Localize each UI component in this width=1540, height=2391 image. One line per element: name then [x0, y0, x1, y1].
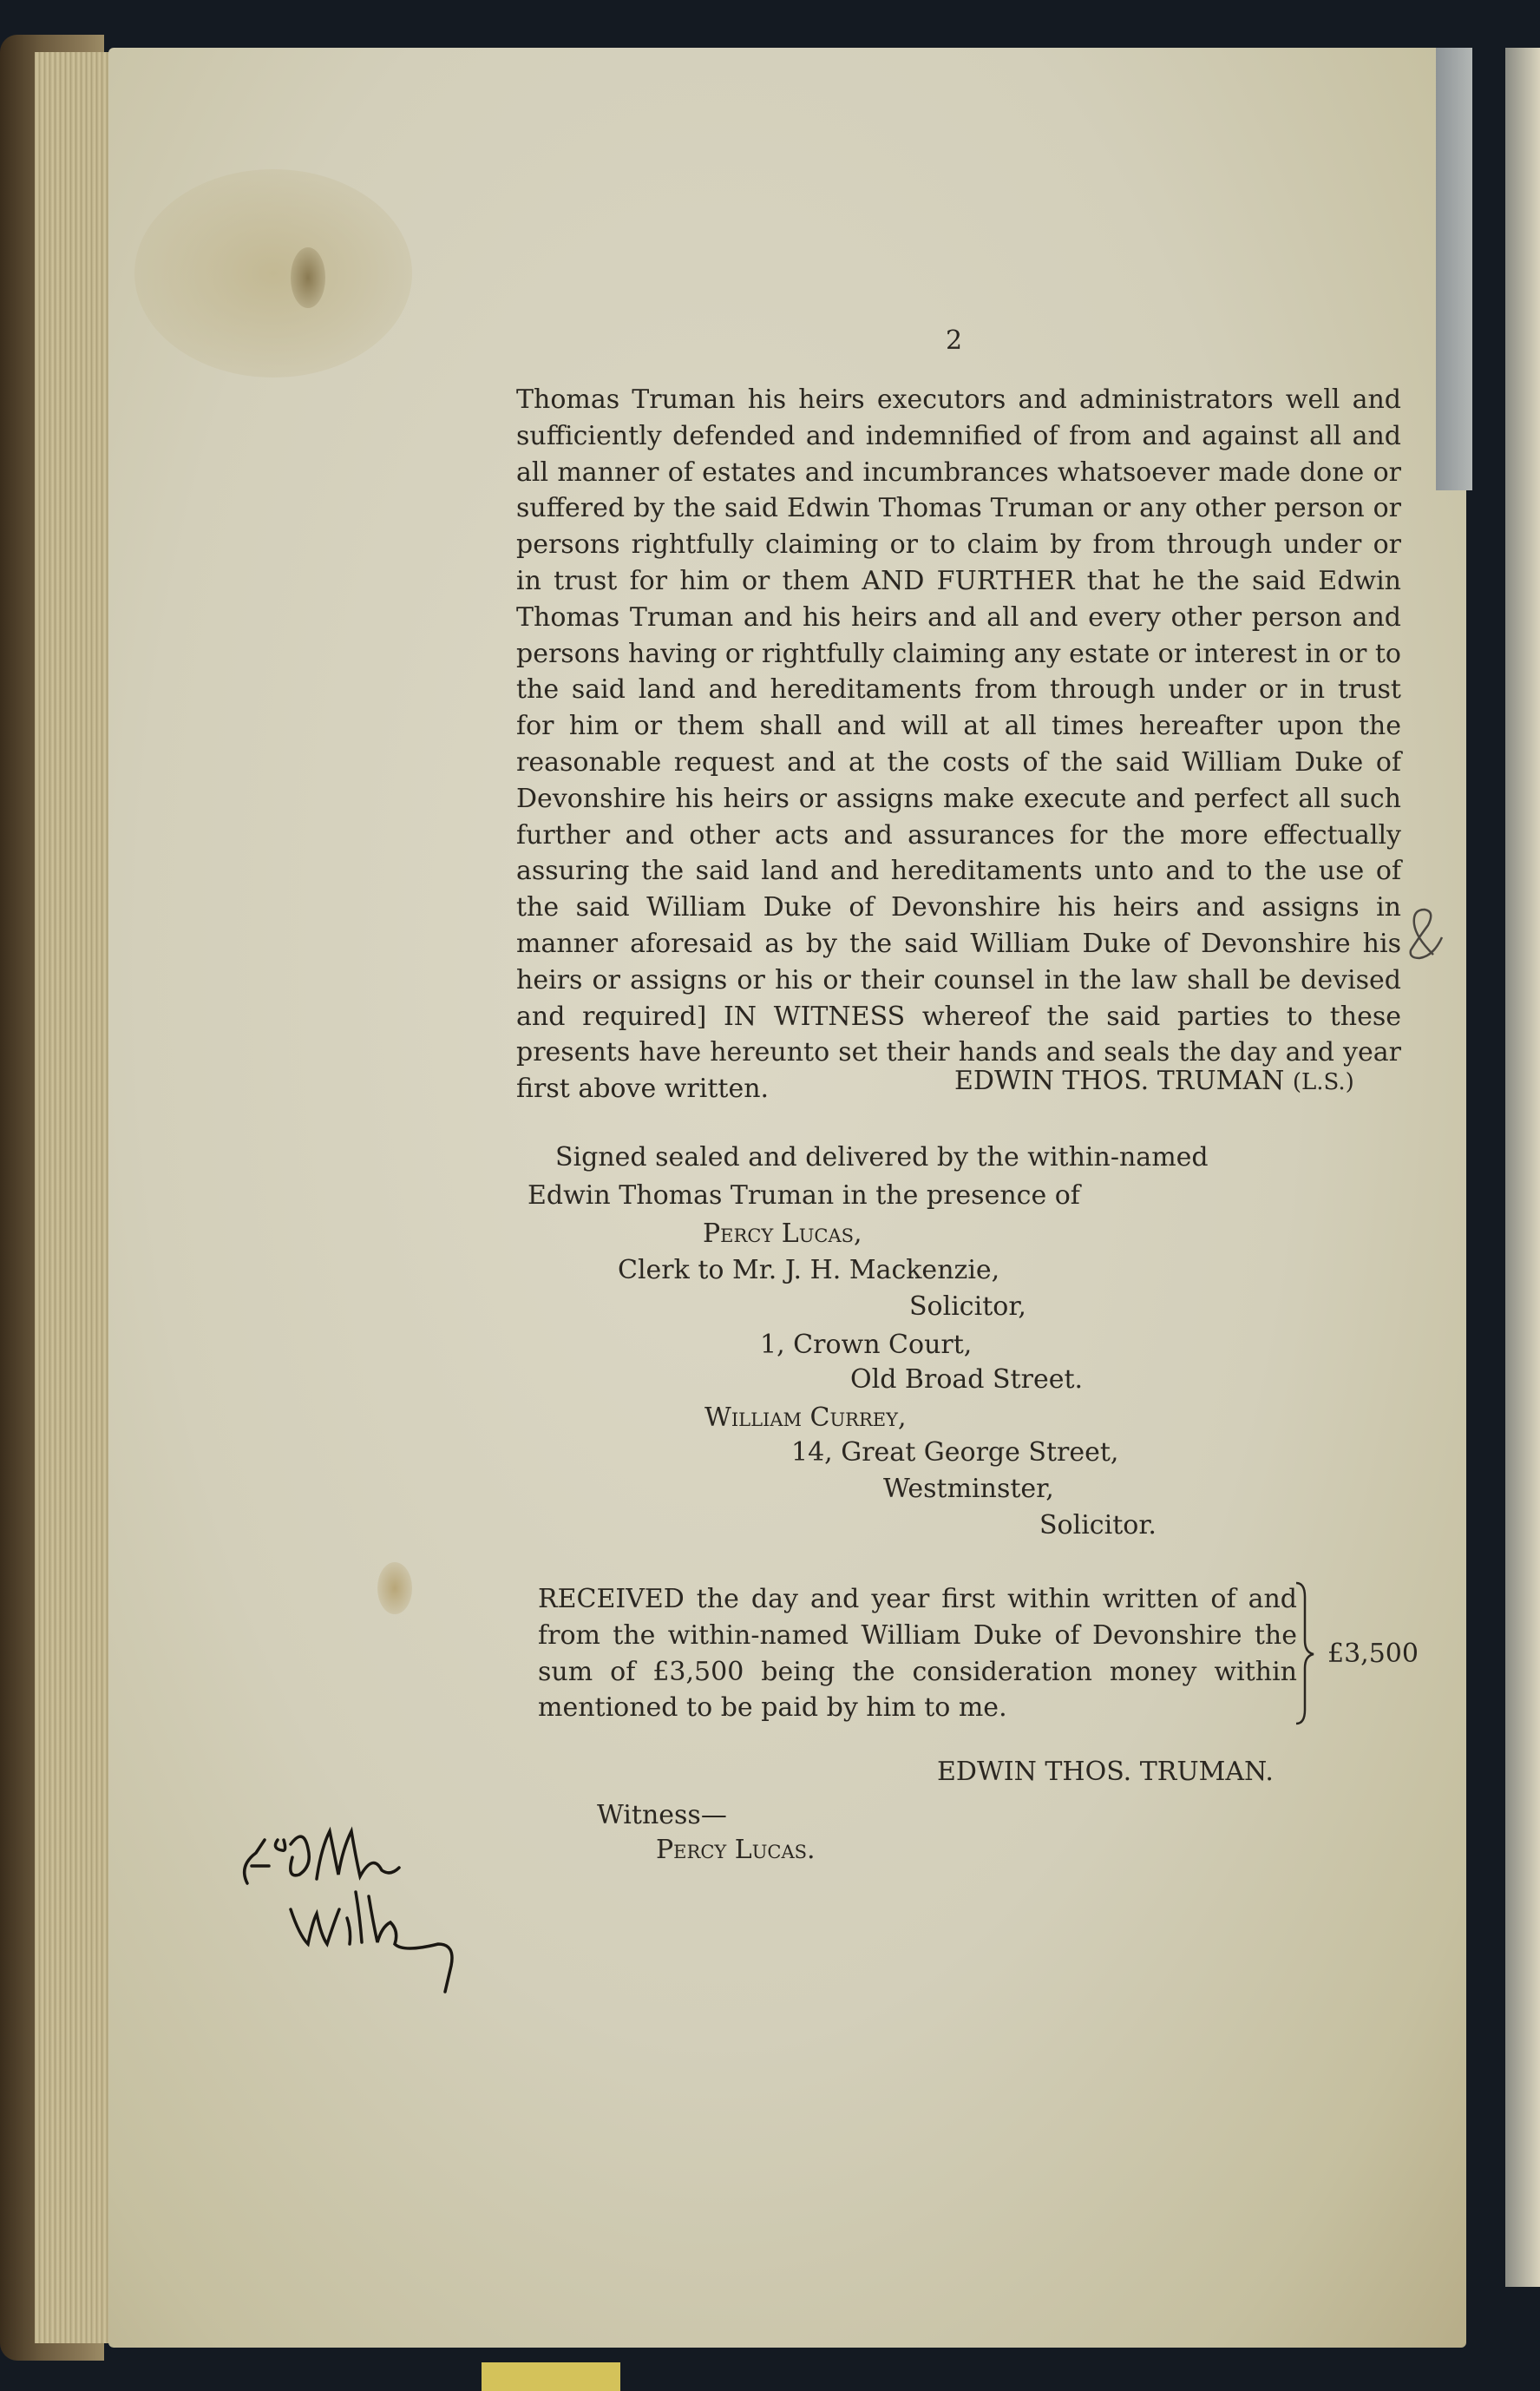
receipt-brace	[1293, 1580, 1327, 1727]
witness-2-address-2: Westminster,	[883, 1474, 1054, 1504]
seal-mark: (L.S.)	[1292, 1069, 1354, 1095]
witness-1-address-1: 1, Crown Court,	[760, 1330, 973, 1360]
witness-2-address-1: 14, Great George Street,	[791, 1437, 1119, 1468]
receipt-signature: EDWIN THOS. TRUMAN.	[937, 1757, 1274, 1787]
attestation-line-1: Signed sealed and delivered by the within-named	[555, 1142, 1209, 1173]
attestation-line-2: Edwin Thomas Truman in the presence of	[528, 1180, 1080, 1211]
receipt-witness-name: Percy Lucas.	[656, 1835, 816, 1865]
adjacent-page-edge	[1505, 48, 1540, 2287]
index-tab	[1436, 48, 1472, 490]
deed-body-text: Thomas Truman his heirs executors and administrators well and sufficiently defended and indemnified of from and against all and all manner of estates and incumbrances whatsoever made done or suffered by the said Edwin Thomas Truman or any other person or persons rightfully claiming or to claim by from through under or in trust for him or them AND FURTHER that he the said Edwin Thomas Truman and his heirs and all and every other person and persons having or rightfully claiming any estate or interest in or to the said land and hereditaments from through under or in trust for him or them shall and will at all times hereafter upon the reasonable request and at the costs of the said William Duke of Devonshire his heirs or assigns make execute and perfect all such further and other acts and assurances for the more effectually assuring the said land and hereditaments unto and to the use of the said William Duke of Devonshire his heirs and assigns in manner aforesaid as by the said William Duke of Devonshire his heirs or assigns or his or their counsel in the law shall be devised and required] IN WITNESS whereof the said parties to these presents have hereunto set their hands and seals the day and year first above written.	[516, 384, 1401, 1105]
witness-1-role: Clerk to Mr. J. H. Mackenzie,	[618, 1255, 1000, 1285]
page-number: 2	[946, 325, 963, 356]
handwritten-examined-note	[230, 1814, 473, 2005]
paper-stain	[377, 1562, 412, 1614]
paper-stain	[291, 247, 325, 308]
receipt-witness-label: Witness—	[597, 1800, 727, 1830]
witness-1-title: Solicitor,	[909, 1291, 1026, 1322]
handwritten-ampersand	[1399, 903, 1451, 963]
paper-stain	[134, 169, 412, 378]
receipt-amount: £3,500	[1327, 1639, 1419, 1669]
bookmark-strip	[482, 2362, 620, 2391]
witness-1-address-2: Old Broad Street.	[850, 1364, 1084, 1395]
witness-2-name: William Currey,	[704, 1402, 907, 1433]
witness-1-name: Percy Lucas,	[703, 1218, 862, 1249]
witness-2-title: Solicitor.	[1039, 1510, 1157, 1540]
signature-name: EDWIN THOS. TRUMAN	[954, 1066, 1285, 1096]
receipt-text: RECEIVED the day and year first within written of and from the within-named William Duke of Devonshire the sum of £3,500 being the consideration money within mentioned to be paid by him to me.	[538, 1584, 1297, 1724]
grantor-signature	[954, 1066, 1354, 1096]
